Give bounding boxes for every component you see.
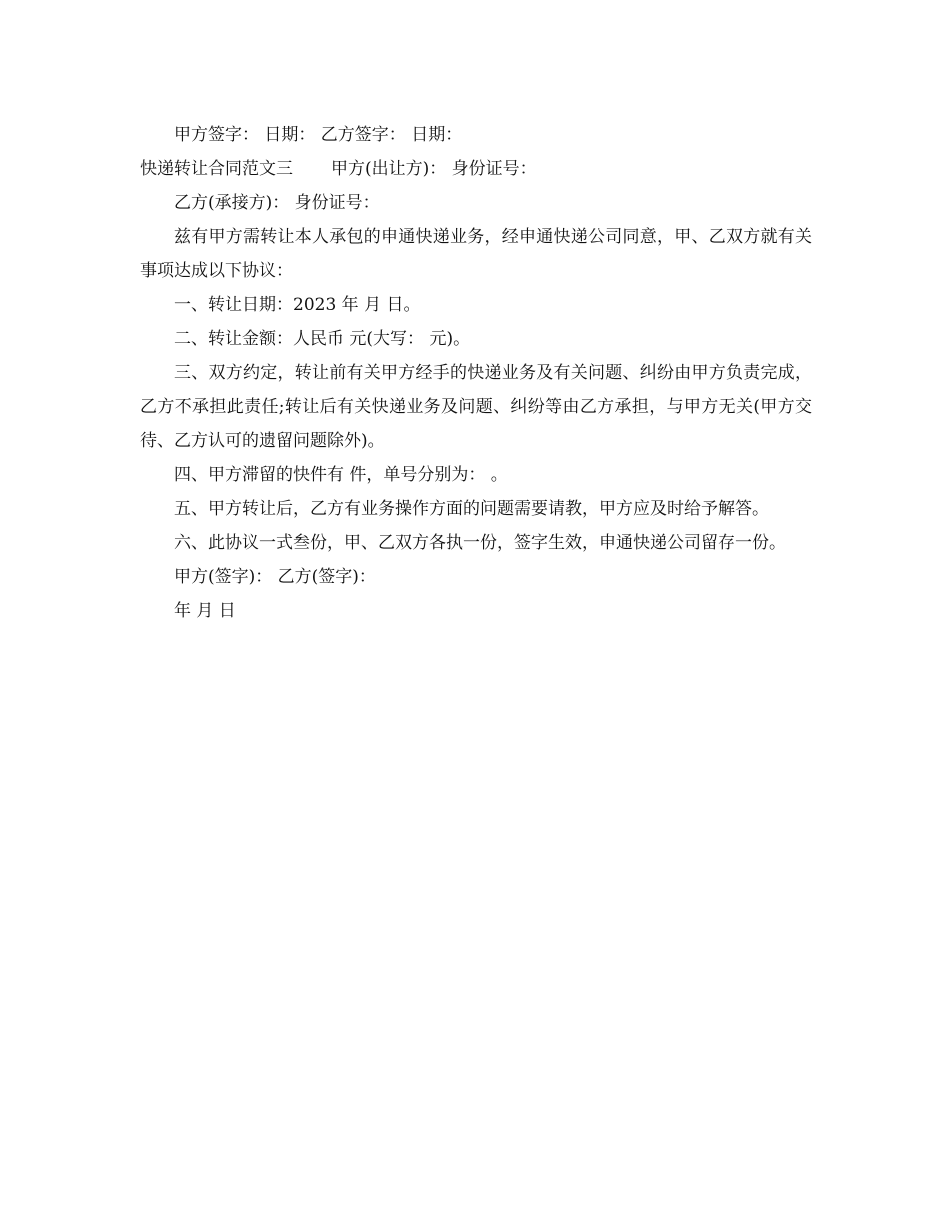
clause-6: 六、此协议一式叁份，甲、乙双方各执一份，签字生效，申通快递公司留存一份。 bbox=[174, 533, 786, 553]
signature-line: 甲方(签字)： 乙方(签字)： bbox=[174, 567, 376, 587]
clause-4: 四、甲方滞留的快件有 件，单号分别为： 。 bbox=[174, 465, 508, 485]
title-line bbox=[140, 152, 812, 186]
clause-1: 一、转让日期：2023 年 月 日。 bbox=[174, 295, 421, 315]
party-a-line: 甲方(出让方)： 身份证号： bbox=[331, 159, 537, 179]
clause-2: 二、转让金额：人民币 元(大写： 元)。 bbox=[174, 329, 471, 349]
document-body bbox=[140, 118, 812, 628]
sign-date-line: 甲方签字： 日期： 乙方签字： 日期： bbox=[174, 125, 463, 145]
date-line: 年 月 日 bbox=[174, 601, 236, 621]
intro-paragraph: 兹有甲方需转让本人承包的申通快递业务，经申通快递公司同意，甲、乙双方就有关事项达成以下协议： bbox=[140, 227, 812, 281]
document-title: 快递转让合同范文三 bbox=[140, 159, 293, 179]
clause-3: 三、双方约定，转让前有关甲方经手的快递业务及有关问题、纠纷由甲方负责完成，乙方不承担此责任;转让后有关快递业务及问题、纠纷等由乙方承担，与甲方无关(甲方交待、乙方认可的遗留问题除外)。 bbox=[140, 363, 812, 451]
clause-5: 五、甲方转让后，乙方有业务操作方面的问题需要请教，甲方应及时给予解答。 bbox=[174, 499, 769, 519]
party-b-line: 乙方(承接方)： 身份证号： bbox=[174, 193, 380, 213]
